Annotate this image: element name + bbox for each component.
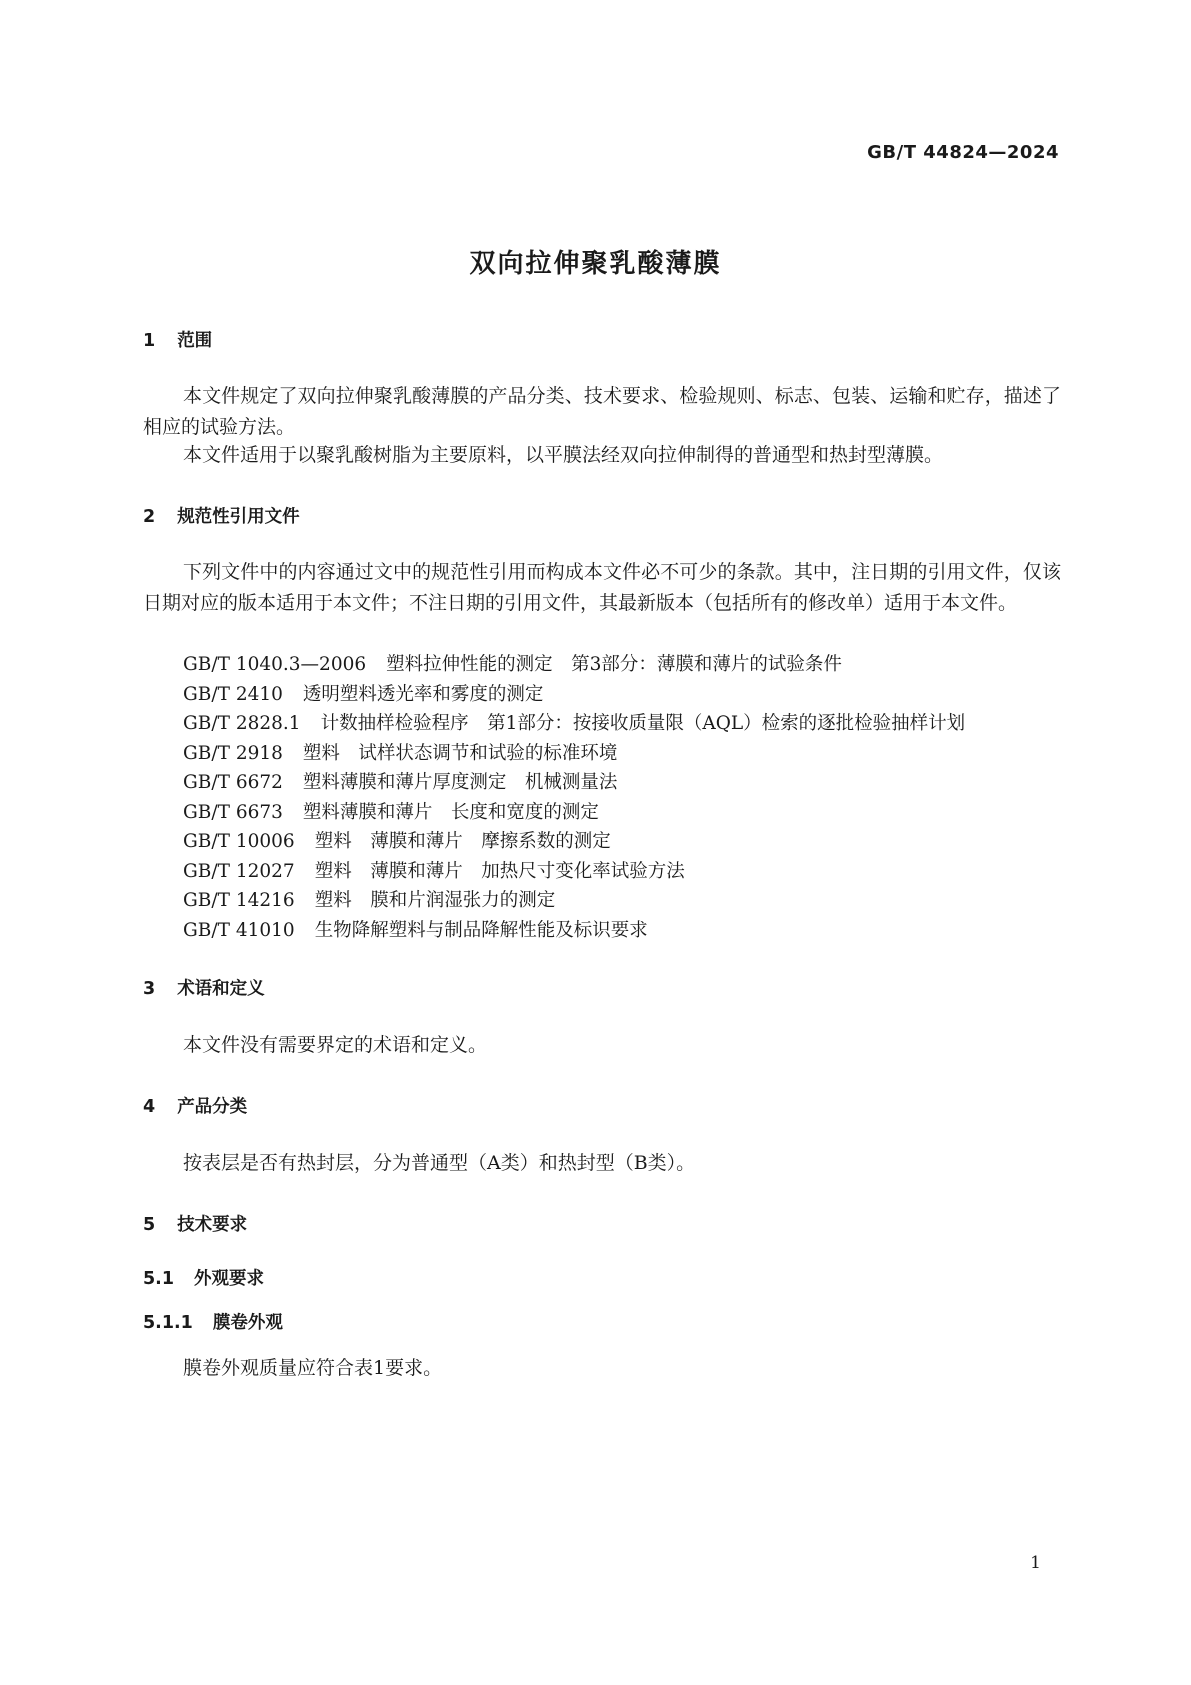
paragraph: 本文件没有需要界定的术语和定义。	[183, 1034, 488, 1056]
reference-code: GB/T 6673	[183, 802, 283, 823]
reference-item	[183, 827, 611, 853]
reference-item	[183, 650, 842, 676]
reference-item	[183, 709, 965, 735]
paragraph: 膜卷外观质量应符合表1要求。	[183, 1357, 443, 1379]
section-title: 膜卷外观	[212, 1313, 283, 1333]
reference-item	[183, 886, 555, 912]
section-5-1-heading	[143, 1265, 264, 1290]
reference-code: GB/T 10006	[183, 831, 295, 852]
section-title: 技术要求	[177, 1215, 248, 1235]
reference-code: GB/T 6672	[183, 772, 283, 793]
reference-title: 塑料 膜和片润湿张力的测定	[314, 890, 556, 911]
reference-title: 塑料薄膜和薄片厚度测定 机械测量法	[302, 772, 618, 793]
reference-title: 塑料拉伸性能的测定 第3部分：薄膜和薄片的试验条件	[386, 654, 842, 675]
section-title: 范围	[177, 331, 213, 351]
section-5-1-1-heading	[143, 1309, 283, 1334]
reference-title: 塑料 薄膜和薄片 加热尺寸变化率试验方法	[314, 861, 685, 882]
reference-item	[183, 857, 685, 883]
reference-code: GB/T 2918	[183, 743, 283, 764]
reference-item	[183, 798, 599, 824]
section-number: 5.1.1	[143, 1313, 193, 1333]
paragraph: 本文件适用于以聚乳酸树脂为主要原料，以平膜法经双向拉伸制得的普通型和热封型薄膜。	[183, 444, 944, 466]
document-title: 双向拉伸聚乳酸薄膜	[469, 249, 722, 279]
paragraph: 下列文件中的内容通过文中的规范性引用而构成本文件必不可少的条款。其中，注日期的引用文件，仅该日期对应的版本适用于本文件；不注日期的引用文件，其最新版本（包括所有的修改单）适用于本文件。	[143, 561, 1061, 614]
section-number: 1	[143, 331, 156, 351]
section-4-heading	[143, 1093, 247, 1118]
section-number: 5	[143, 1215, 156, 1235]
reference-title: 生物降解塑料与制品降解性能及标识要求	[314, 920, 648, 941]
reference-item	[183, 739, 617, 765]
section-number: 2	[143, 507, 156, 527]
reference-title: 透明塑料透光率和雾度的测定	[302, 684, 544, 705]
reference-item	[183, 916, 648, 942]
reference-title: 塑料 试样状态调节和试验的标准环境	[302, 743, 618, 764]
section-title: 规范性引用文件	[177, 507, 300, 527]
page-number: 1	[1030, 1553, 1041, 1573]
reference-item	[183, 768, 617, 794]
paragraph: 按表层是否有热封层，分为普通型（A类）和热封型（B类）。	[183, 1152, 696, 1174]
reference-code: GB/T 1040.3—2006	[183, 654, 367, 675]
section-number: 3	[143, 979, 156, 999]
section-number: 5.1	[143, 1269, 175, 1289]
section-5-heading	[143, 1211, 247, 1236]
reference-item	[183, 680, 543, 706]
section-3-heading	[143, 975, 265, 1000]
reference-code: GB/T 41010	[183, 920, 295, 941]
section-title: 术语和定义	[177, 979, 265, 999]
reference-title: 塑料薄膜和薄片 长度和宽度的测定	[302, 802, 599, 823]
reference-code: GB/T 2828.1	[183, 713, 301, 734]
section-title: 产品分类	[177, 1097, 248, 1117]
reference-code: GB/T 12027	[183, 861, 295, 882]
section-number: 4	[143, 1097, 156, 1117]
reference-code: GB/T 2410	[183, 684, 283, 705]
section-1-heading	[143, 327, 212, 352]
standard-code: GB/T 44824—2024	[867, 142, 1059, 163]
reference-title: 计数抽样检验程序 第1部分：按接收质量限（AQL）检索的逐批检验抽样计划	[320, 713, 966, 734]
reference-code: GB/T 14216	[183, 890, 295, 911]
section-2-heading	[143, 503, 300, 528]
section-title: 外观要求	[194, 1269, 265, 1289]
reference-title: 塑料 薄膜和薄片 摩擦系数的测定	[314, 831, 611, 852]
paragraph: 本文件规定了双向拉伸聚乳酸薄膜的产品分类、技术要求、检验规则、标志、包装、运输和贮存，描述了相应的试验方法。	[143, 385, 1061, 438]
